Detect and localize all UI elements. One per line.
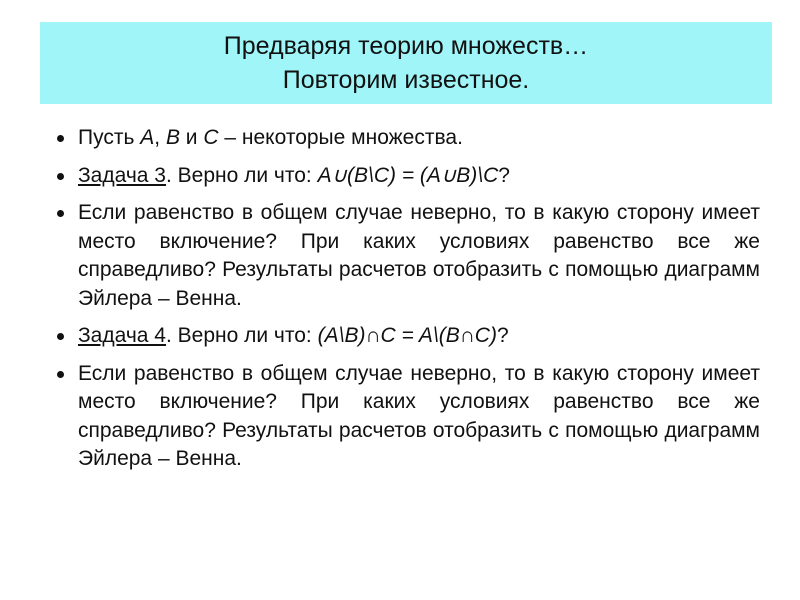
bullet-dot-icon: [57, 210, 64, 217]
slide-title-line-1: Предваряя теорию множеств…: [223, 32, 589, 60]
sets-separator-1: ,: [154, 126, 166, 149]
task-3-instructions-text: Если равенство в общем случае неверно, то в какую сторону имеет место включение? При каких условиях равенство все же справедливо? Результаты расчетов отобразить с помощью диаграмм Эйлера – Венна.: [78, 201, 760, 310]
bullet-sets-definition: [48, 124, 760, 153]
sets-separator-2: и: [179, 126, 204, 149]
set-c-label: C: [203, 126, 219, 149]
sets-intro-text: Пусть: [78, 126, 141, 149]
task-4-question-mark: ?: [496, 324, 509, 347]
task-3-question: . Верно ли что:: [165, 163, 318, 187]
bullet-list: [48, 124, 760, 483]
bullet-dot-icon: [57, 371, 64, 378]
task-3-formula: A∪(B\C) = (A∪B)\C: [317, 163, 499, 187]
task-4-formula: (A\B)∩C = A\(B∩C): [317, 324, 497, 347]
task-4-question: . Верно ли что:: [165, 324, 318, 347]
slide-title-line-2: Повторим известное.: [282, 66, 530, 94]
bullet-task-4-instructions: [48, 360, 760, 474]
task-4-instructions-text: Если равенство в общем случае неверно, то в какую сторону имеет место включение? При каких условиях равенство все же справедливо? Результаты расчетов отобразить с помощью диаграмм Эйлера – Венна.: [78, 361, 760, 470]
slide-title-box: [40, 22, 772, 104]
set-b-label: B: [165, 126, 180, 149]
task-3-question-mark: ?: [498, 163, 510, 187]
bullet-task-3: [48, 162, 760, 191]
bullet-dot-icon: [57, 135, 64, 142]
task-3-label: Задача 3: [78, 163, 166, 187]
bullet-dot-icon: [57, 333, 64, 340]
task-4-label: Задача 4: [78, 324, 166, 347]
bullet-task-3-instructions: [48, 199, 760, 313]
set-a-label: A: [140, 126, 155, 149]
sets-intro-end: – некоторые множества.: [218, 126, 463, 149]
bullet-task-4: [48, 322, 760, 351]
bullet-dot-icon: [57, 173, 64, 180]
